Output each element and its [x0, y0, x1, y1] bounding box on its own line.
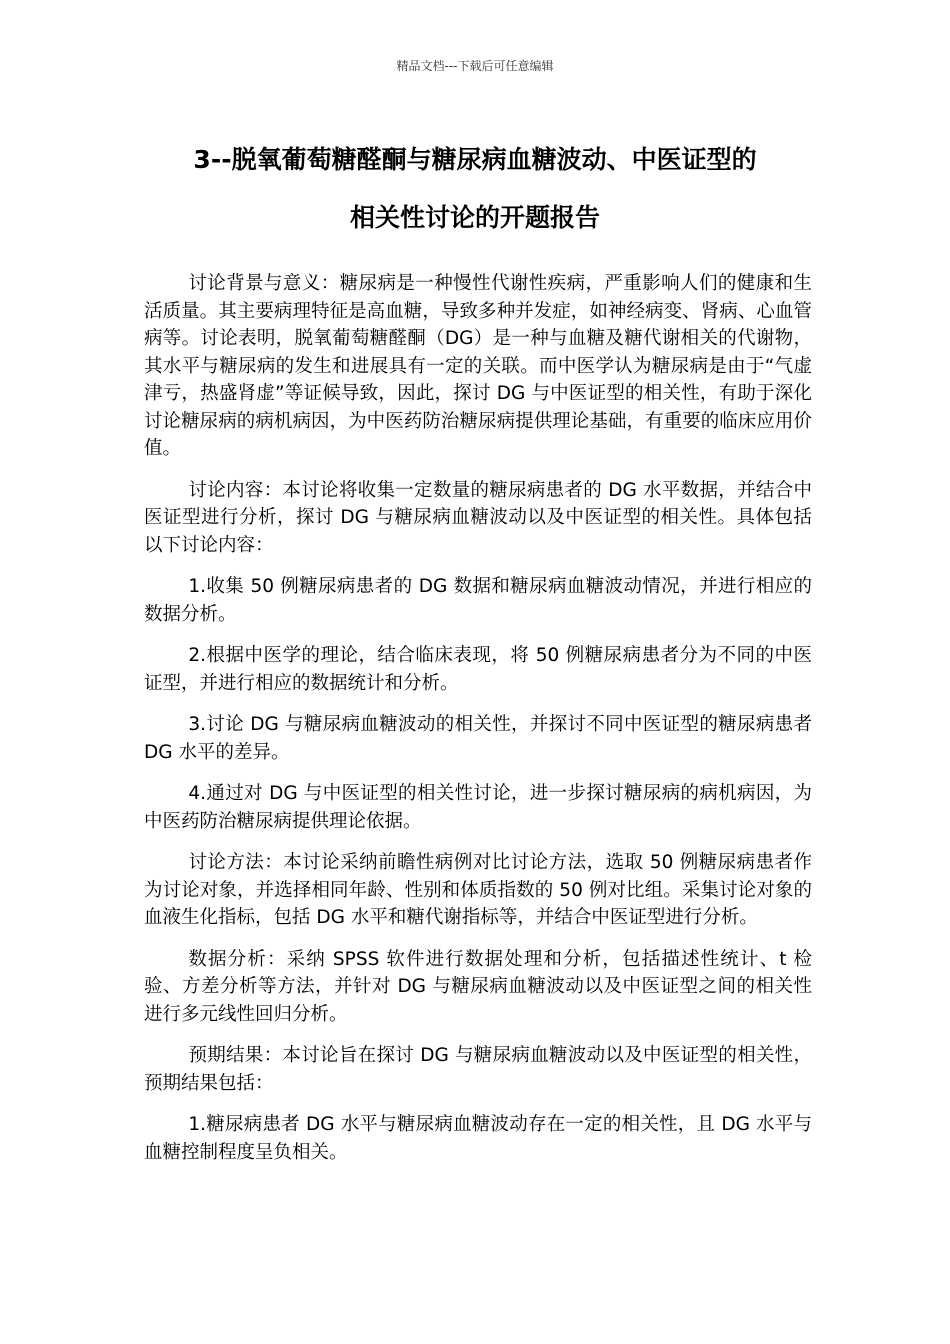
paragraph-background: 讨论背景与意义：糖尿病是一种慢性代谢性疾病，严重影响人们的健康和生活质量。其主要病理特征是高血糖，导致多种并发症，如神经病变、肾病、心血管病等。讨论表明，脱氧葡萄糖醛酮（DG）是一种与血糖及糖代谢相关的代谢物，其水平与糖尿病的发生和进展具有一定的关联。而中医学认为糖尿病是由于“气虚津亏，热盛肾虚”等证候导致，因此，探讨 DG 与中医证型的相关性，有助于深化讨论糖尿病的病机病因，为中医药防治糖尿病提供理论基础，有重要的临床应用价值。: [144, 273, 812, 459]
paragraph-method: 讨论方法：本讨论采纳前瞻性病例对比讨论方法，选取 50 例糖尿病患者作为讨论对象，并选择相同年龄、性别和体质指数的 50 例对比组。采集讨论对象的血液生化指标，包括 DG 水平和糖代谢指标等，并结合中医证型进行分析。: [144, 852, 812, 928]
paragraph-content: 讨论内容：本讨论将收集一定数量的糖尿病患者的 DG 水平数据，并结合中医证型进行分析，探讨 DG 与糖尿病血糖波动以及中医证型的相关性。具体包括以下讨论内容：: [144, 479, 812, 556]
paragraph-expected-results: 预期结果：本讨论旨在探讨 DG 与糖尿病血糖波动以及中医证型的相关性，预期结果包括：: [144, 1045, 812, 1094]
list-item-4: 4.通过对 DG 与中医证型的相关性讨论，进一步探讨糖尿病的病机病因，为中医药防治糖尿病提供理论依据。: [144, 783, 812, 832]
list-item-3: 3.讨论 DG 与糖尿病血糖波动的相关性，并探讨不同中医证型的糖尿病患者 DG 水平的差异。: [144, 714, 812, 763]
list-item-1: 1.收集 50 例糖尿病患者的 DG 数据和糖尿病血糖波动情况，并进行相应的数据分析。: [144, 576, 812, 625]
list-item-2: 2.根据中医学的理论，结合临床表现，将 50 例糖尿病患者分为不同的中医证型，并进行相应的数据统计和分析。: [144, 645, 812, 694]
page-header: 精品文档---下载后可任意编辑: [396, 59, 554, 73]
document-title-line-2: 相关性讨论的开题报告: [349, 203, 600, 232]
document-body: [144, 270, 812, 1180]
paragraph-analysis: 数据分析：采纳 SPSS 软件进行数据处理和分析，包括描述性统计、t 检验、方差分析等方法，并针对 DG 与糖尿病血糖波动以及中医证型之间的相关性进行多元线性回归分析。: [144, 948, 812, 1025]
document-title-line-1: 3--脱氧葡萄糖醛酮与糖尿病血糖波动、中医证型的: [193, 145, 757, 174]
result-item-1: 1.糖尿病患者 DG 水平与糖尿病血糖波动存在一定的相关性，且 DG 水平与血糖控制程度呈负相关。: [144, 1114, 812, 1163]
